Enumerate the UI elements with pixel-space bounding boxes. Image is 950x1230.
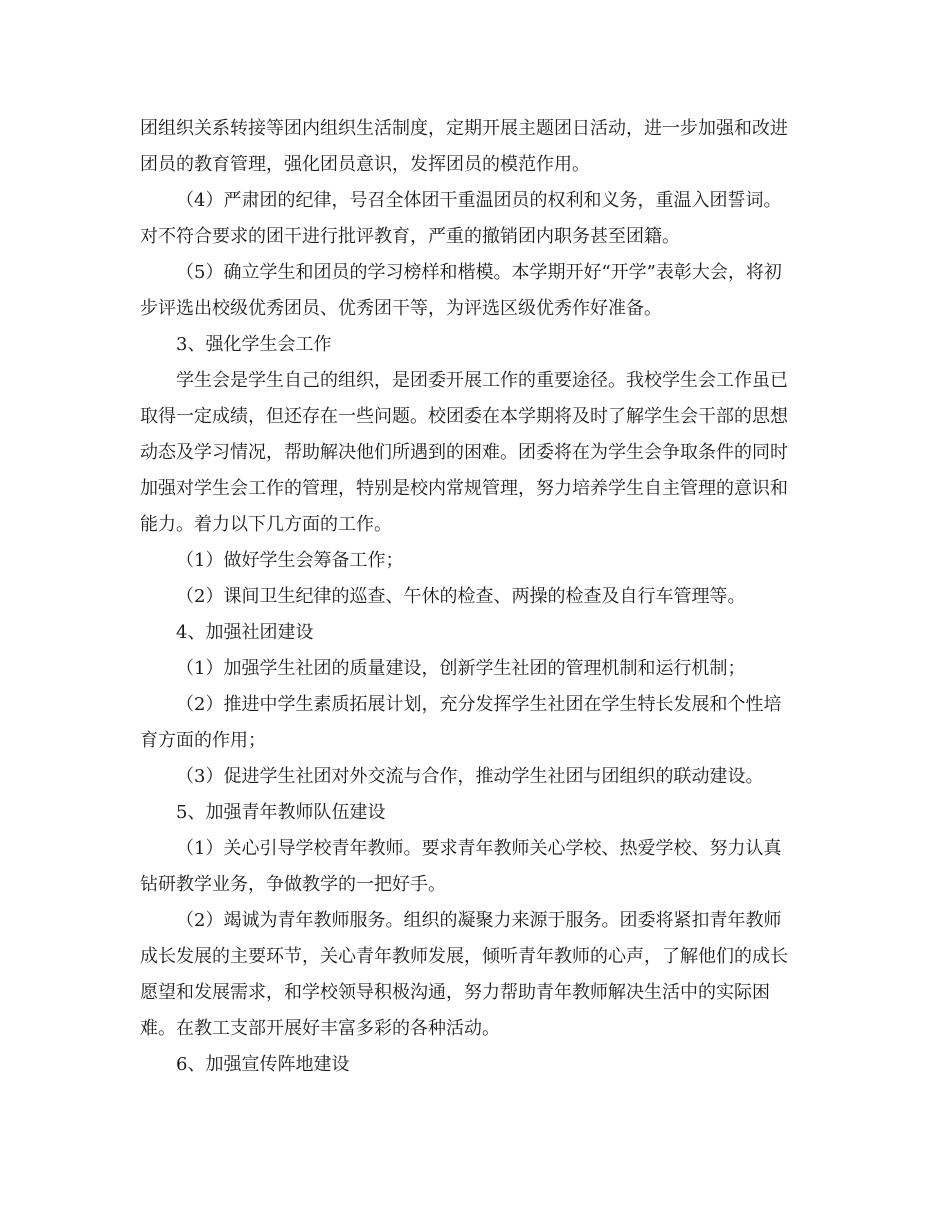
paragraph xyxy=(140,543,812,579)
text-line: （2）竭诚为青年教师服务。组织的凝聚力来源于服务。团委将紧扣青年教师 xyxy=(176,910,782,931)
paragraph xyxy=(140,579,812,615)
text-line: 愿望和发展需求，和学校领导积极沟通，努力帮助青年教师解决生活中的实际困 xyxy=(140,982,770,1003)
text-line: 成长发展的主要环节，关心青年教师发展，倾听青年教师的心声，了解他们的成长 xyxy=(140,946,788,967)
paragraph xyxy=(140,903,812,1047)
text-line: 团员的教育管理，强化团员意识，发挥团员的模范作用。 xyxy=(140,154,590,175)
document-body xyxy=(140,111,812,1083)
text-line: 6、加强宣传阵地建设 xyxy=(176,1054,350,1075)
text-line: （2）推进中学生素质拓展计划，充分发挥学生社团在学生特长发展和个性培 xyxy=(176,694,782,715)
text-line: 难。在教工支部开展好丰富多彩的各种活动。 xyxy=(140,1018,500,1039)
text-line: （4）严肃团的纪律，号召全体团干重温团员的权利和义务，重温入团誓词。 xyxy=(176,190,782,211)
text-line: 动态及学习情况，帮助解决他们所遇到的困难。团委将在为学生会争取条件的同时 xyxy=(140,442,788,463)
text-line: （1）加强学生社团的质量建设，创新学生社团的管理机制和运行机制； xyxy=(176,658,746,679)
text-line: 4、加强社团建设 xyxy=(176,622,314,643)
text-line: 3、强化学生会工作 xyxy=(176,334,332,355)
text-line: （3）促进学生社团对外交流与合作，推动学生社团与团组织的联动建设。 xyxy=(176,766,764,787)
paragraph xyxy=(140,363,812,543)
text-line: 5、加强青年教师队伍建设 xyxy=(176,802,386,823)
text-line: 加强对学生会工作的管理，特别是校内常规管理，努力培养学生自主管理的意识和 xyxy=(140,478,788,499)
text-line: 能力。着力以下几方面的工作。 xyxy=(140,514,392,535)
text-line: （1）关心引导学校青年教师。要求青年教师关心学校、热爱学校、努力认真 xyxy=(176,838,782,859)
paragraph xyxy=(140,183,812,255)
paragraph xyxy=(140,687,812,759)
paragraph xyxy=(140,1047,812,1083)
text-line: （5）确立学生和团员的学习榜样和楷模。本学期开好“开学”表彰大会，将初 xyxy=(176,262,782,283)
text-line: 学生会是学生自己的组织，是团委开展工作的重要途径。我校学生会工作虽已 xyxy=(176,370,788,391)
text-line: 团组织关系转接等团内组织生活制度，定期开展主题团日活动，进一步加强和改进 xyxy=(140,118,788,139)
text-line: 钻研教学业务，争做教学的一把好手。 xyxy=(140,874,446,895)
text-line: （2）课间卫生纪律的巡查、午休的检查、两操的检查及自行车管理等。 xyxy=(176,586,746,607)
paragraph xyxy=(140,795,812,831)
text-line: 步评选出校级优秀团员、优秀团干等，为评选区级优秀作好准备。 xyxy=(140,298,662,319)
paragraph xyxy=(140,111,812,183)
text-line: 取得一定成绩，但还存在一些问题。校团委在本学期将及时了解学生会干部的思想 xyxy=(140,406,788,427)
text-line: 育方面的作用； xyxy=(140,730,266,751)
paragraph xyxy=(140,759,812,795)
paragraph xyxy=(140,255,812,327)
text-line: 对不符合要求的团干进行批评教育，严重的撤销团内职务甚至团籍。 xyxy=(140,226,680,247)
text-line: （1）做好学生会筹备工作； xyxy=(176,550,404,571)
paragraph xyxy=(140,651,812,687)
paragraph xyxy=(140,327,812,363)
paragraph xyxy=(140,831,812,903)
paragraph xyxy=(140,615,812,651)
